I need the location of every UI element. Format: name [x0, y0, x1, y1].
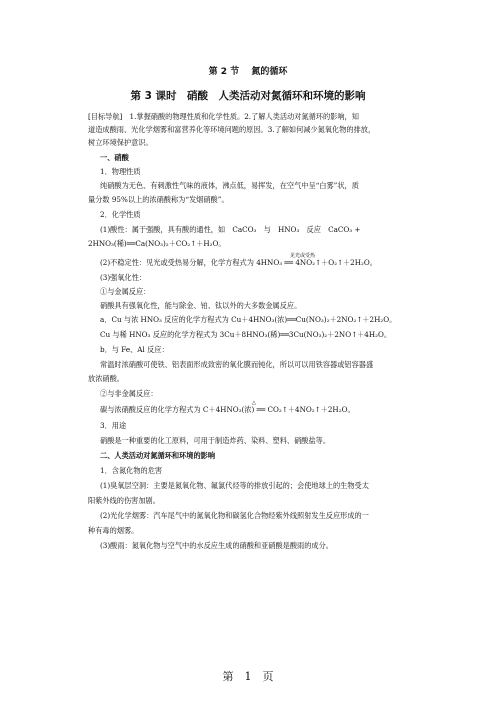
equation-line: a．Cu 与浓 HNO₃ 反应的化学方程式为 Cu＋4HNO₃(浓)══Cu(NO₃)₂＋2NO₂↑＋2H₂O。	[100, 315, 397, 324]
text-line: b．与 Fe、Al 反应：	[100, 345, 169, 354]
text-line: (3)酸雨：氮氧化物与空气中的水反应生成的硝酸和亚硝酸是酸雨的成分。	[100, 541, 333, 550]
text-line: 硝酸具有强氧化性，能与除金、铂、钛以外的大多数金属反应。	[100, 301, 302, 310]
lesson-title: 第 3 课时 硝酸 人类活动对氮循环和环境的影响	[130, 90, 366, 102]
text-line: 量分数 95%以上的浓硝酸称为“发烟硝酸”。	[88, 195, 229, 204]
equation-line: Cu 与稀 HNO₃ 反应的化学方程式为 3Cu＋8HNO₃(稀)══3Cu(NO₃)₂＋2NO↑＋4H₂O。	[100, 330, 392, 339]
goal-line-3: 树立环境保护意识。	[88, 138, 153, 147]
section-heading-2: 二、人类活动对氮循环和环境的影响	[100, 451, 216, 460]
text-line: (3)强氧化性：	[100, 273, 147, 282]
subheading-uses: 3．用途	[100, 421, 127, 430]
text-line: 硝酸是一种重要的化工原料，可用于制造炸药、染料、塑料、硝酸盐等。	[100, 436, 331, 445]
text-line: (1)酸性：属于强酸，具有酸的通性，如 CaCO₃ 与 HNO₃ 反应 CaCO₃ +	[100, 225, 361, 234]
text-line: 纯硝酸为无色、有刺激性气味的液体，沸点低，易挥发，在空气中呈“白雾”状，质	[100, 181, 359, 190]
page-number: 第 1 页	[222, 670, 274, 683]
equation-line: 2HNO₃(稀)══Ca(NO₃)₂＋CO₂↑＋H₂O。	[88, 239, 226, 248]
reaction-condition-heat: △	[252, 400, 256, 406]
subheading-chemical: 2．化学性质	[100, 210, 141, 219]
text-line: (2)光化学烟雾：汽车尾气中的氮氧化物和碳氢化合物经紫外线照射发生反应形成的一	[100, 511, 369, 520]
text-line: 常温时浓硝酸可使铁、铝表面形成致密的氧化膜而钝化，所以可以用铁容器或铝容器盛	[100, 360, 374, 369]
goal-line-1: [目标导航] 1.掌握硝酸的物理性质和化学性质。2.了解人类活动对氮循环的影响，知	[88, 112, 359, 121]
chapter-heading: 第 2 节 氮的循环	[208, 67, 288, 77]
reaction-condition-light: 见光或受热	[290, 253, 316, 259]
text-line: ②与非金属反应：	[100, 389, 158, 398]
subheading-physical: 1．物理性质	[100, 167, 141, 176]
subheading-harm: 1．含氮化物的危害	[100, 466, 163, 475]
text-line: (1)臭氧层空洞：主要是氮氧化物、氟氯代烃等的排放引起的；会使地球上的生物受太	[100, 481, 369, 490]
equation-line: 碳与浓硝酸反应的化学方程式为 C＋4HNO₃(浓) ══ CO₂↑＋4NO₂↑＋2H₂O。	[100, 405, 355, 414]
text-line: 放浓硝酸。	[88, 374, 124, 383]
goal-line-2: 道造成酸雨、光化学烟雾和富营养化等环境问题的原因。3.了解如何减少氮氧化物的排放，	[88, 125, 376, 134]
text-line: ①与金属反应：	[100, 287, 151, 296]
section-heading-1: 一、硝酸	[100, 153, 129, 162]
text-line: 阳紫外线的伤害加剧。	[88, 496, 160, 505]
equation-line: (2)不稳定性：见光或受热易分解，化学方程式为 4HNO₃ ══ 4NO₂↑＋O₂↑＋2H₂O。	[100, 258, 377, 267]
text-line: 种有毒的烟雾。	[88, 526, 139, 535]
